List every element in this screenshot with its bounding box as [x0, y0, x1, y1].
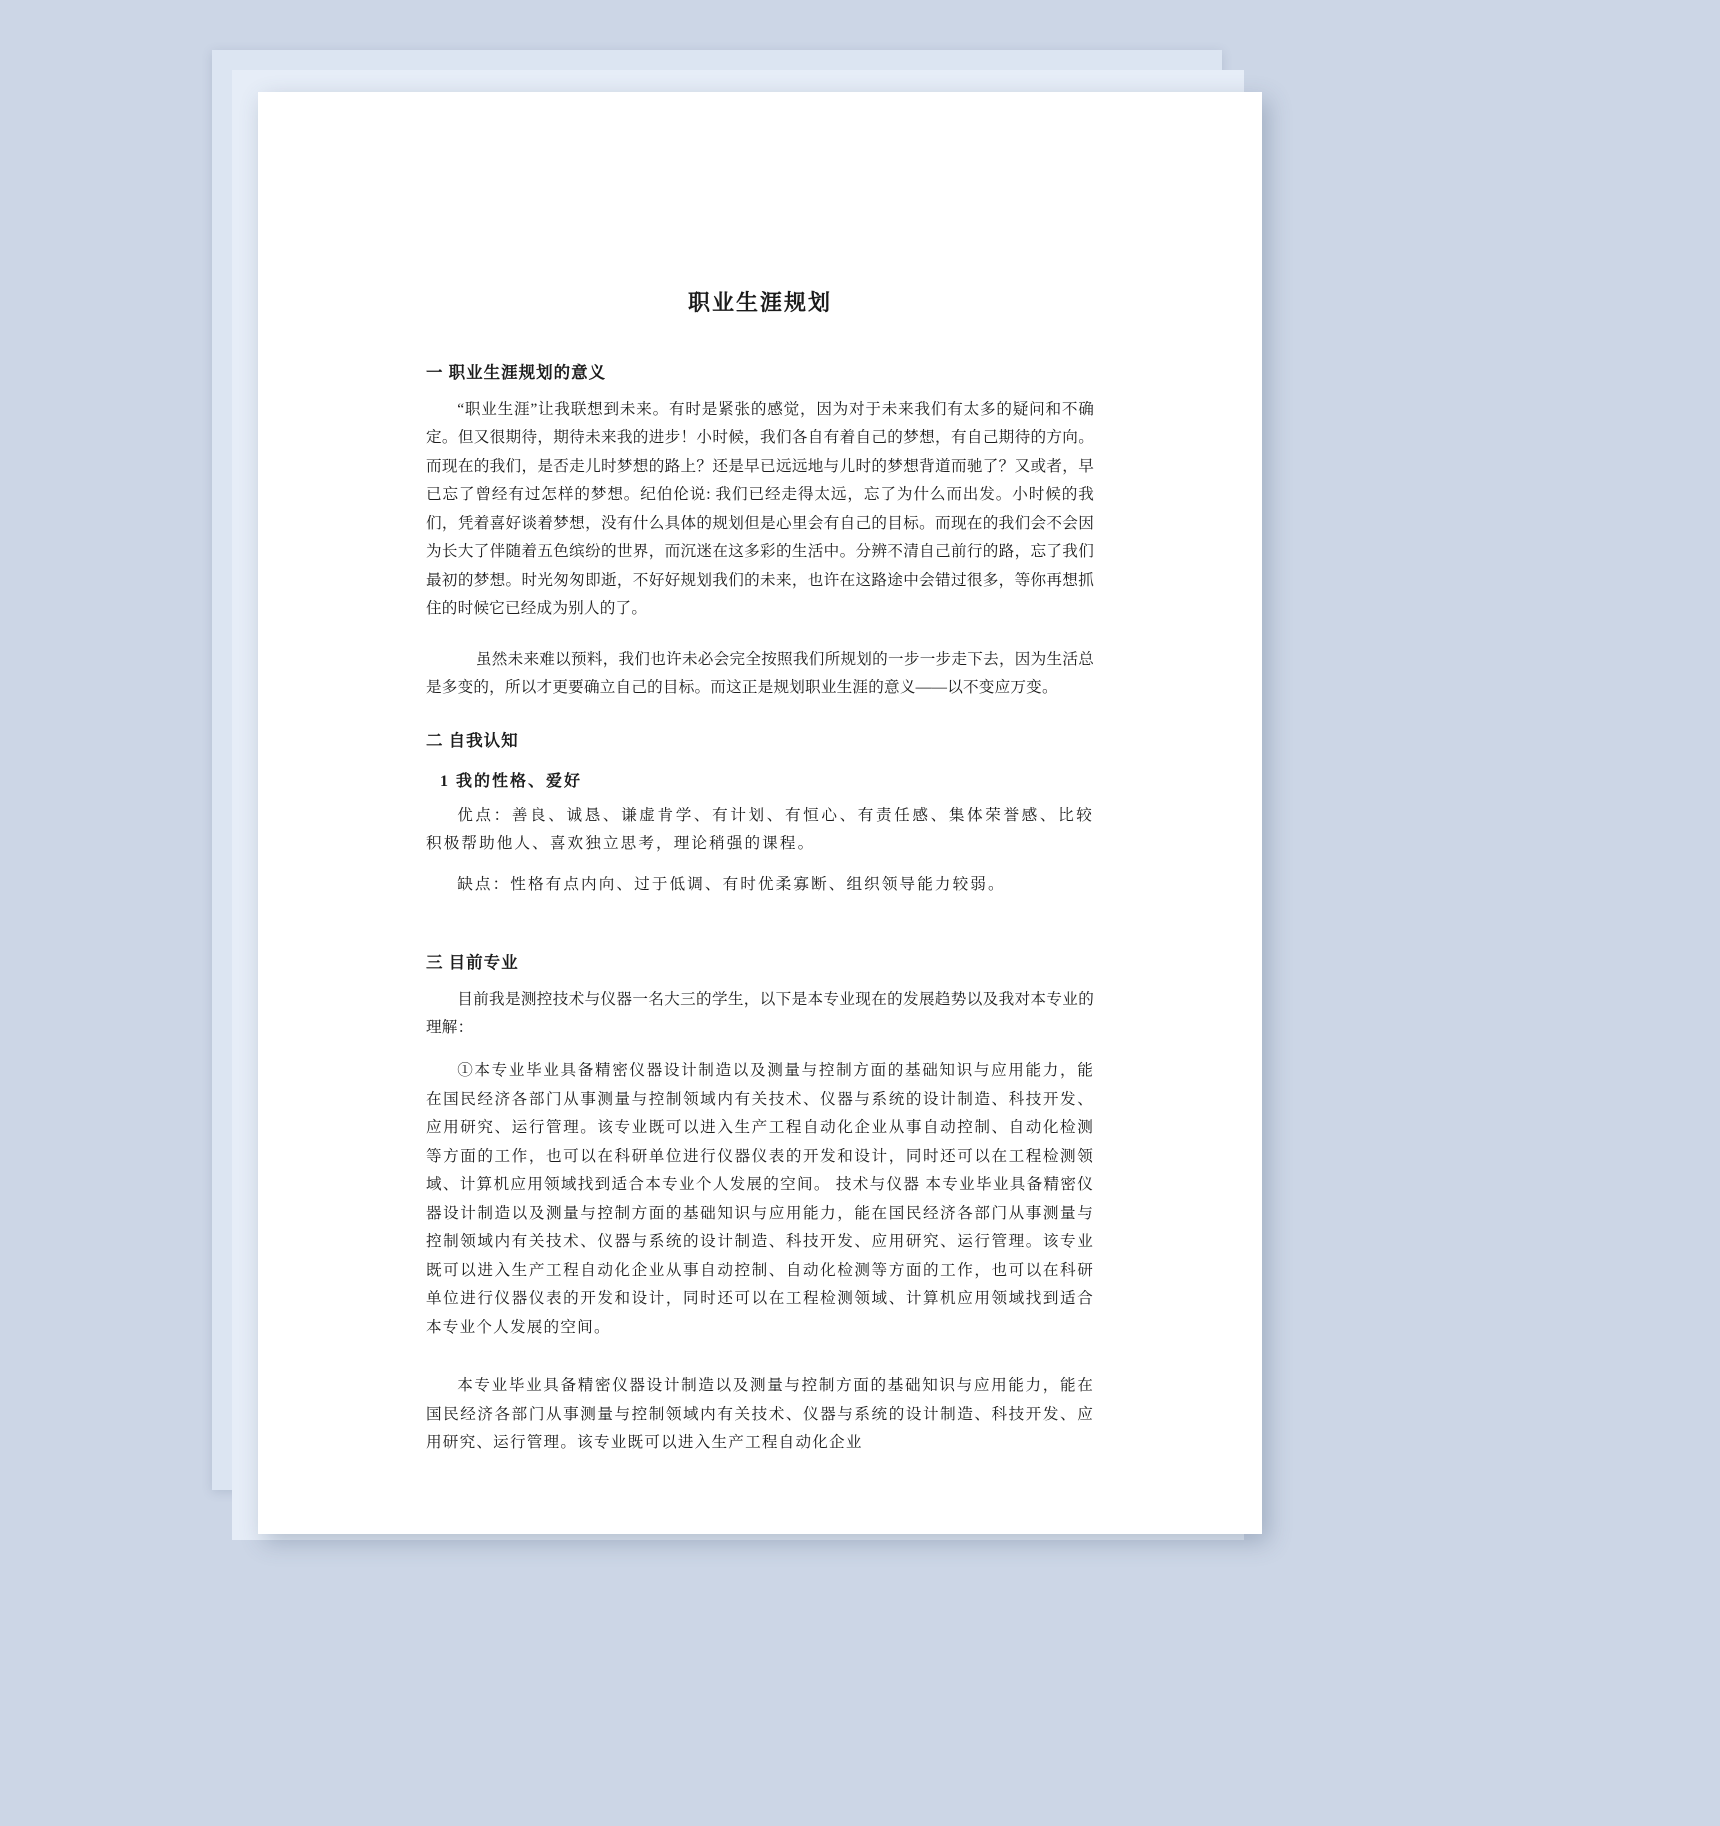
page-content — [258, 92, 1262, 1534]
section-3-paragraph-2: ①本专业毕业具备精密仪器设计制造以及测量与控制方面的基础知识与应用能力，能在国民经济各部门从事测量与控制领域内有关技术、仪器与系统的设计制造、科技开发、应用研究、运行管理。该专业既可以进入生产工程自动化企业从事自动控制、自动化检测等方面的工作，也可以在科研单位进行仪器仪表的开发和设计，同时还可以在工程检测领域、计算机应用领域找到适合本专业个人发展的空间。 技术与仪器 本专业毕业具备精密仪器设计制造以及测量与控制方面的基础知识与应用能力，能在国民经济各部门从事测量与控制领域内有关技术、仪器与系统的设计制造、科技开发、应用研究、运行管理。该专业既可以进入生产工程自动化企业从事自动控制、自动化检测等方面的工作，也可以在科研单位进行仪器仪表的开发和设计，同时还可以在工程检测领域、计算机应用领域找到适合本专业个人发展的空间。 — [426, 1062, 1094, 1336]
section-3-paragraph-3: 本专业毕业具备精密仪器设计制造以及测量与控制方面的基础知识与应用能力，能在国民经济各部门从事测量与控制领域内有关技术、仪器与系统的设计制造、科技开发、应用研究、运行管理。该专业既可以进入生产工程自动化企业 — [426, 1377, 1094, 1452]
section-heading-1: 一 职业生涯规划的意义 — [426, 362, 607, 382]
section-heading-3: 三 目前专业 — [426, 953, 519, 973]
section-heading-2: 二 自我认知 — [426, 730, 519, 750]
section-1-paragraph-1: “职业生涯”让我联想到未来。有时是紧张的感觉，因为对于未来我们有太多的疑问和不确定。但又很期待，期待未来我的进步！小时候，我们各自有着自己的梦想，有自己期待的方向。而现在的我们，是否走儿时梦想的路上？还是早已远远地与儿时的梦想背道而驰了？又或者，早已忘了曾经有过怎样的梦想。纪伯伦说: 我们已经走得太远，忘了为什么而出发。小时候的我们，凭着喜好谈着梦想，没有什么具体的规划但是心里会有自己的目标。而现在的我们会不会因为长大了伴随着五色缤纷的世界，而沉迷在这多彩的生活中。分辨不清自己前行的路，忘了我们最初的梦想。时光匆匆即逝，不好好规划我们的未来，也许在这路途中会错过很多，等你再想抓住的时候它已经成为别人的了。 — [426, 400, 1094, 618]
section-1-paragraph-2: 虽然未来难以预料，我们也许未必会完全按照我们所规划的一步一步走下去，因为生活总是多变的，所以才更要确立自己的目标。而这正是规划职业生涯的意义——以不变应万变。 — [426, 650, 1094, 697]
document-page[interactable] — [258, 92, 1262, 1534]
section-2-subheading: 1 我的性格、爱好 — [440, 772, 583, 790]
document-body — [426, 319, 1094, 1458]
document-title: 职业生涯规划 — [687, 290, 832, 315]
section-3-paragraph-1: 目前我是测控技术与仪器一名大三的学生，以下是本专业现在的发展趋势以及我对本专业的理解： — [426, 990, 1094, 1037]
section-2-weaknesses: 缺点：性格有点内向、过于低调、有时优柔寡断、组织领导能力较弱。 — [457, 875, 1006, 893]
section-2-strengths: 优点：善良、诚恳、谦虚肯学、有计划、有恒心、有责任感、集体荣誉感、比较积极帮助他人、喜欢独立思考，理论稍强的课程。 — [426, 806, 1094, 853]
